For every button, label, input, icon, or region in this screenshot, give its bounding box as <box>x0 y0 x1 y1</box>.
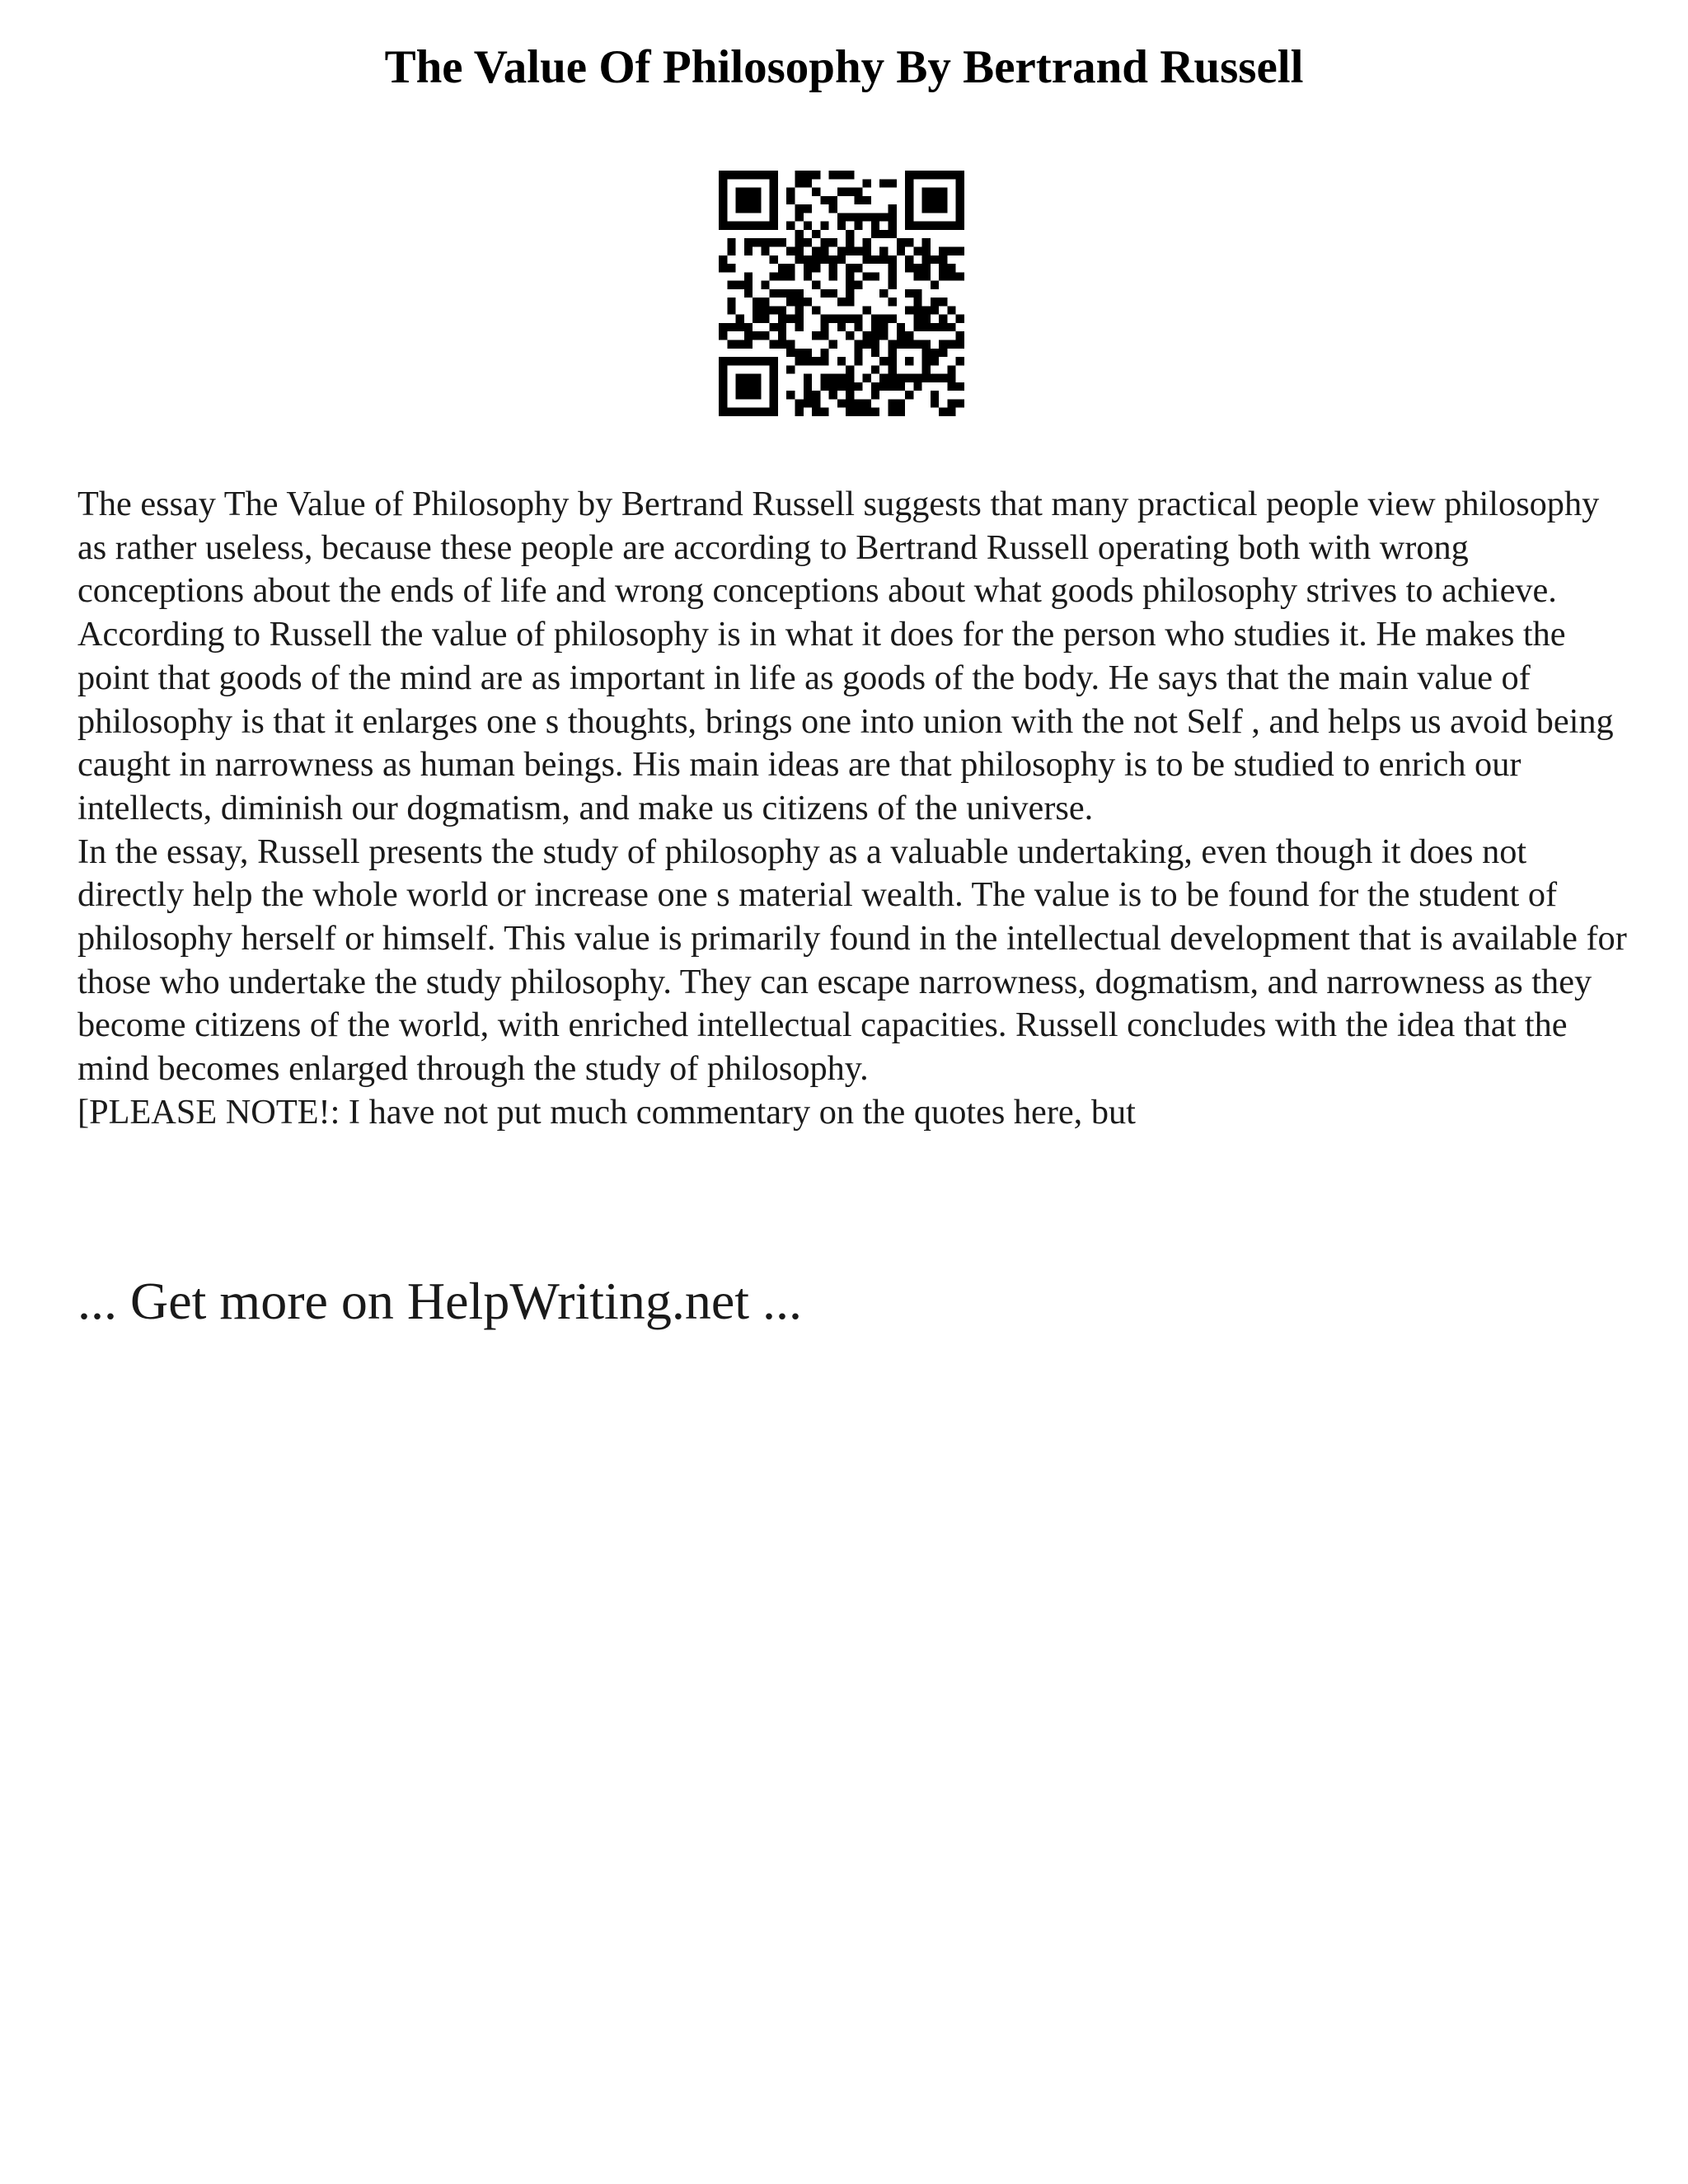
essay-paragraph-1: The essay The Value of Philosophy by Bertrand Russell suggests that many practical people view philosophy as rather useless, because these people are according to Bertrand Russell operating both with wrong conceptions about the ends of life and wrong conceptions about what goods philosophy strives to achieve. According to Russell the value of philosophy is in what it does for the person who studies it. He makes the point that goods of the mind are as important in life as goods of the body. He says that the main value of philosophy is that it enlarges one s thoughts, brings one into union with the not Self , and helps us avoid being caught in narrowness as human beings. His main ideas are that philosophy is to be studied to enrich our intellects, diminish our dogmatism, and make us citizens of the universe. <box>77 485 1614 827</box>
essay-body <box>77 483 1627 1135</box>
essay-paragraph-3: [PLEASE NOTE!: I have not put much commentary on the quotes here, but <box>77 1092 1136 1132</box>
qr-code-icon[interactable] <box>719 171 964 416</box>
essay-paragraph-2: In the essay, Russell presents the study of philosophy as a valuable undertaking, even though it does not directly help the whole world or increase one s material wealth. The value is to be found for the student of philosophy herself or himself. This value is primarily found in the intellectual development that is available for those who undertake the study philosophy. They can escape narrowness, dogmatism, and narrowness as they become citizens of the world, with enriched intellectual capacities. Russell concludes with the idea that the mind becomes enlarged through the study of philosophy. <box>77 832 1627 1089</box>
document-title: The Value Of Philosophy By Bertrand Russell <box>384 41 1304 93</box>
get-more-link[interactable]: ... Get more on HelpWriting.net ... <box>77 1272 802 1330</box>
